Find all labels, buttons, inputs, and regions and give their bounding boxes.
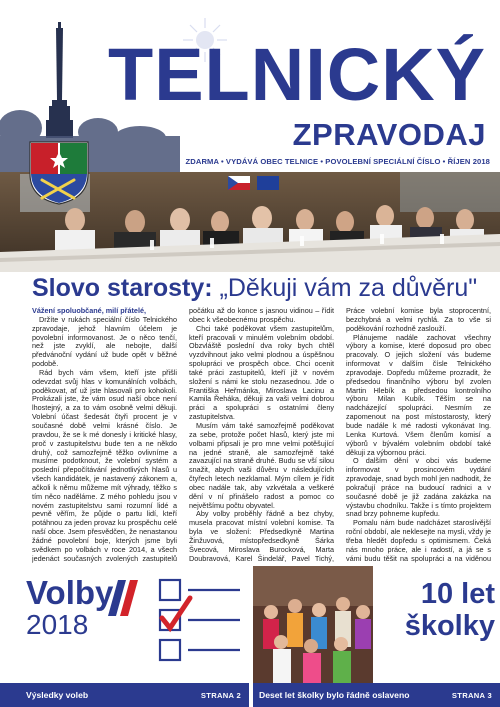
teaser-skolka-bar	[253, 683, 500, 707]
article-paragraph: O dalším dění v obci vás budeme informovat v prosincovém vydání zpravodaje, snad bych mohl jen nadhodit, že pokračují práce na budoucí radnici a v současné době je již zadána zakázka na výstavbu chodníku. Takže i s tímto projektem snad brzy pohneme kupředu.	[346, 456, 491, 519]
teaser-skolka-page: STRANA 3	[451, 690, 492, 700]
article-column-1	[32, 307, 177, 563]
masthead-title: TELNICKÝ	[108, 33, 486, 116]
coat-of-arms-icon	[28, 140, 90, 206]
article-paragraph: Chci také poděkovat všem zastupitelům, kteří pracovali v minulém volebním období. Obzvláště poslední dva roky bych chtěl vyzdvihnout jako velmi plodnou a úspěšnou spolupráci ve prospěch obce. Chci ocenit také práci zastupitelů, kteří již v novém složení s námi ke stolu nezasednou. Jde o Františka Heřmánka, Miroslava Lacinu a Kamila Řeháka, děkuji za vaši velmi dobrou práci a spolupráci s ostatními členy zastupitelstva.	[189, 323, 334, 422]
teaser-volby-year: 2018	[26, 609, 89, 640]
masthead-subtitle: ZPRAVODAJ	[292, 117, 486, 152]
article-column-2	[189, 307, 334, 563]
headline-bold: Slovo starosty:	[32, 274, 213, 302]
teaser-skolka-title	[383, 578, 495, 642]
teaser-skolka-title-line2: školky	[404, 610, 495, 642]
teaser-volby-page: STRANA 2	[200, 690, 241, 700]
article-paragraph: Držíte v rukách speciální číslo Telnického zpravodaje, jehož hlavním účelem je povolební informovanost. Je o něco tenčí, než jste zvyklí, ale nebojte, další předvánoční vydání už bude opět v běžné podobě.	[32, 314, 177, 369]
trees-silhouette	[0, 110, 180, 172]
teaser-skolka-label: Deset let školky bylo řádně oslaveno	[259, 690, 410, 700]
monument-icon	[46, 22, 73, 138]
masthead-tagline: ZDARMA • VYDÁVÁ OBEC TELNICE • POVOLEBNÍ SPECIÁLNÍ ČÍSLO • ŘÍJEN 2018	[185, 157, 490, 166]
article-paragraph: Aby volby proběhly řádně a bez chyby, musela pracovat místní volební komise. Ta byla ve složení: Předsedkyně Martina Žinžuvová, místopředsedkyně Šárka Švecová, Miroslava Burocková, Marta Doubravová, Karel Šindelář, Pavel Tichý,	[189, 509, 334, 563]
article-paragraph: počátku až do konce s jasnou vidinou – řídit obec k všeobecnému prospěchu.	[189, 307, 334, 324]
article-paragraph: Plánujeme nadále zachovat všechny výbory a komise, které doposud pro obec pracovaly. O jejich složení vás budeme informovat v dalším čísle Telnického zpravodaje. Dopředu můžeme prozradit, že předsedou finančního výboru byl zvolen Martin Hlebík a předsedou kontrolního výboru Milan Kubík. Těším se na nadcházející spolupráci. Nesmím ze zapomenout na post místostarosty, který bude nadále k mé radosti vykonávat Ing. Lenka Kurtová. Všem členům komisí a výborů v bývalém volebním období také děkuji za výbornou práci.	[346, 332, 491, 457]
article-paragraph: Musím vám také samozřejmě poděkovat za sebe, protože počet hlasů, který jste mi volbami připsali je pro mne velmi potěšující na jedné straně, ale samozřejmě také zavazující na straně druhé. Budu se vší silou snažit, abych vaši důvěru v následujících čtyřech letech nezklamal. Mým cílem je řídit obec nadále tak, aby vzkvétala a veškeré dění v ní přinášelo radost a pomoc co největšímu počtu obyvatel.	[189, 420, 334, 510]
teaser-volby-bar	[0, 683, 249, 707]
article-paragraph: Rád bych vám všem, kteří jste přišli odevzdat svůj hlas v komunálních volbách, poděkovat, ať už jste hlasovali pro kohokoli. Prokázali jste, že vám osud naší obce není lhostejný, a za to vám osobně velmi děkuji. Volební účast šedesát čtyři procent je v současné době velmi krásné číslo. Je pravdou, že se k mé donesly i kritické hlasy, proč v zastupitelstvu bude ten a ne někdo druhý, což samozřejmě těžko ovlivníme a musíme podotknout, že volební systém a poslední přepočítávání jednotlivých hlasů u všech kandidátek, je nastavený zákonem a, ačkoli k němu můžeme mít výhrady, těžko s tím něco naděláme. Z mého pohledu jsou v novém zastupitelstvu sami rozumní lidé a pevně věřím, že půjde o partu lidí, kteří potáhnou za jeden provaz ku prospěchu celé naší obce. Jsem přesvědčen, že nenastanou žádné povolební boje, kterých jsme byli svědkem po volbách v roce 2014, a všech jedenáct současných zvolených zastupitelů	[32, 367, 177, 563]
headline-quote: „Děkuji vám za důvěru"	[212, 274, 478, 302]
teaser-skolka[interactable]	[253, 566, 500, 707]
article-paragraph: Práce volební komise byla stoprocentní, bezchybná a velmi rychlá. Za to vše si poděkování rozhodně zaslouží.	[346, 307, 491, 333]
teaser-volby-label: Výsledky voleb	[26, 690, 89, 700]
article-salutation: Vážení spoluobčané, milí přátelé,	[32, 307, 147, 315]
kindergarten-photo	[253, 566, 373, 683]
article-column-3	[346, 307, 491, 563]
teaser-volby-title: Volby	[26, 574, 114, 611]
teaser-skolka-title-line1: 10 let	[420, 578, 495, 610]
article-headline	[32, 273, 492, 303]
article-body	[32, 307, 492, 563]
flag-stripes-icon	[108, 580, 148, 616]
ballot-checkbox-icon	[150, 570, 246, 680]
article-paragraph: Pomalu nám bude nadcházet staroslivější roční období, ale neklesejte na mysli, vždy je třeba hledět dopředu s optimismem. Čeká nás mnoho práce, ale i radostí, a já se s vámi budu těšit na spolupráci a na viděnou	[346, 518, 491, 563]
teaser-volby[interactable]	[0, 566, 249, 707]
